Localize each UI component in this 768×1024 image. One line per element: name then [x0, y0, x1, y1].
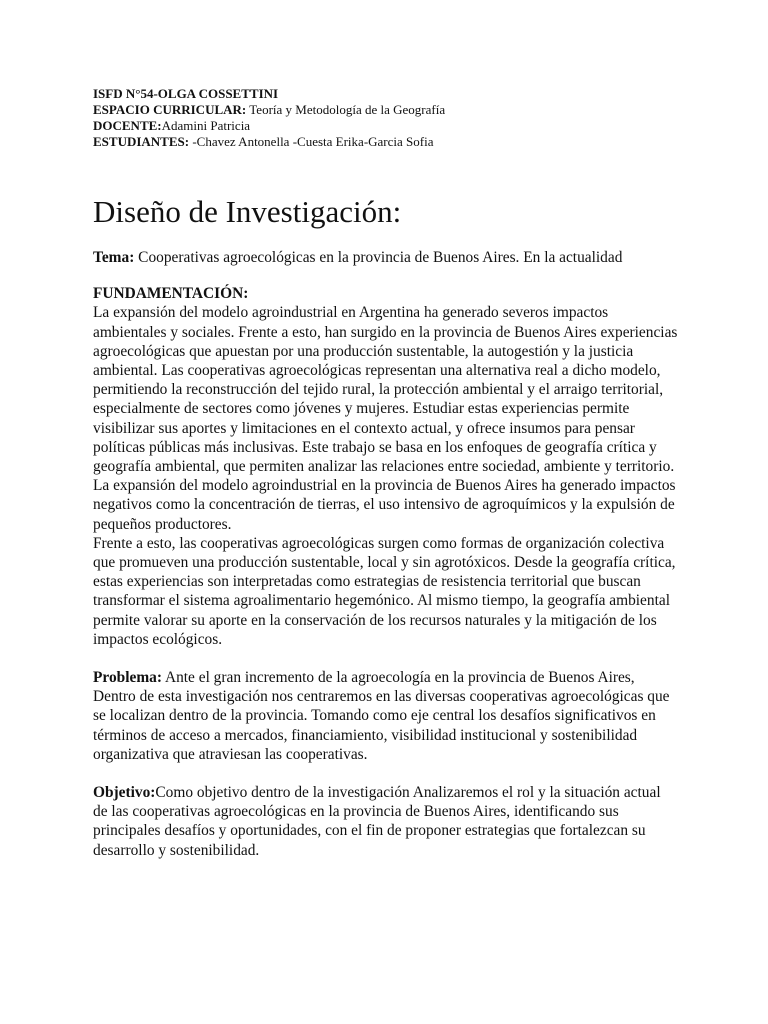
objetivo-label: Objetivo:: [93, 784, 156, 802]
estudiantes-label: ESTUDIANTES:: [93, 134, 190, 149]
docente-label: DOCENTE:: [93, 118, 162, 133]
institution-line: [93, 86, 678, 102]
estudiantes-line: [93, 134, 678, 150]
fundamentacion-paragraph-1: La expansión del modelo agroindustrial en Argentina ha generado severos impactos ambientales y sociales. Frente a esto, han surgido en la provincia de Buenos Aires experiencias agroecológicas que apuestan por una producción sustentable, la autogestión y la justicia ambiental. Las cooperativas agroecológicas representan una alternativa real a dicho modelo, permitiendo la reconstrucción del tejido rural, la protección ambiental y el arraigo territorial, especialmente de sectores como jóvenes y mujeres. Estudiar estas experiencias permite visibilizar sus aportes y limitaciones en el contexto actual, y ofrece insumos para pensar políticas públicas más inclusivas. Este trabajo se basa en los enfoques de geografía crítica y geografía ambiental, que permiten analizar las relaciones entre sociedad, ambiente y territorio. La expansión del modelo agroindustrial en la provincia de Buenos Aires ha generado impactos negativos como la concentración de tierras, el uso intensivo de agroquímicos y la expulsión de pequeños productores.: [93, 304, 678, 533]
document-title: Diseño de Investigación:: [93, 194, 402, 229]
espacio-curricular-value: Teoría y Metodología de la Geografía: [246, 102, 446, 117]
objetivo-section: [93, 783, 678, 860]
estudiantes-value: -Chavez Antonella -Cuesta Erika-Garcia Sofia: [189, 134, 434, 149]
tema-text: Cooperativas agroecológicas en la provincia de Buenos Aires. En la actualidad: [134, 249, 623, 266]
document-header: [93, 86, 678, 150]
espacio-curricular-line: [93, 102, 678, 118]
fundamentacion-heading: FUNDAMENTACIÓN:: [93, 285, 249, 303]
tema-section: [93, 248, 678, 267]
espacio-curricular-label: ESPACIO CURRICULAR:: [93, 102, 247, 117]
docente-line: [93, 118, 678, 134]
objetivo-text: Como objetivo dentro de la investigación Analizaremos el rol y la situación actual de las cooperativas agroecológicas en la provincia de Buenos Aires, identificando sus principales desafíos y oportunidades, con el fin de proponer estrategias que fortalezcan su desarrollo y sostenibilidad.: [93, 784, 661, 859]
problema-label: Problema:: [93, 669, 162, 687]
docente-value: Adamini Patricia: [161, 118, 251, 133]
problema-section: [93, 668, 678, 764]
tema-label: Tema:: [93, 249, 135, 266]
institution-name: ISFD N°54-OLGA COSSETTINI: [93, 86, 279, 101]
problema-text: Ante el gran incremento de la agroecología en la provincia de Buenos Aires, Dentro de esta investigación nos centraremos en las diversas cooperativas agroecológicas que se localizan dentro de la provincia. Tomando como eje central los desafíos significativos en términos de acceso a mercados, financiamiento, visibilidad institucional y sostenibilidad organizativa que atraviesan las cooperativas.: [93, 669, 670, 763]
document-page: [93, 86, 678, 860]
fundamentacion-paragraph-2: Frente a esto, las cooperativas agroecológicas surgen como formas de organización colectiva que promueven una producción sustentable, local y sin agrotóxicos. Desde la geografía crítica, estas experiencias son interpretadas como estrategias de resistencia territorial que buscan transformar el sistema agroalimentario hegemónico. Al mismo tiempo, la geografía ambiental permite valorar su aporte en la conservación de los recursos naturales y la mitigación de los impactos ecológicos.: [93, 534, 676, 648]
